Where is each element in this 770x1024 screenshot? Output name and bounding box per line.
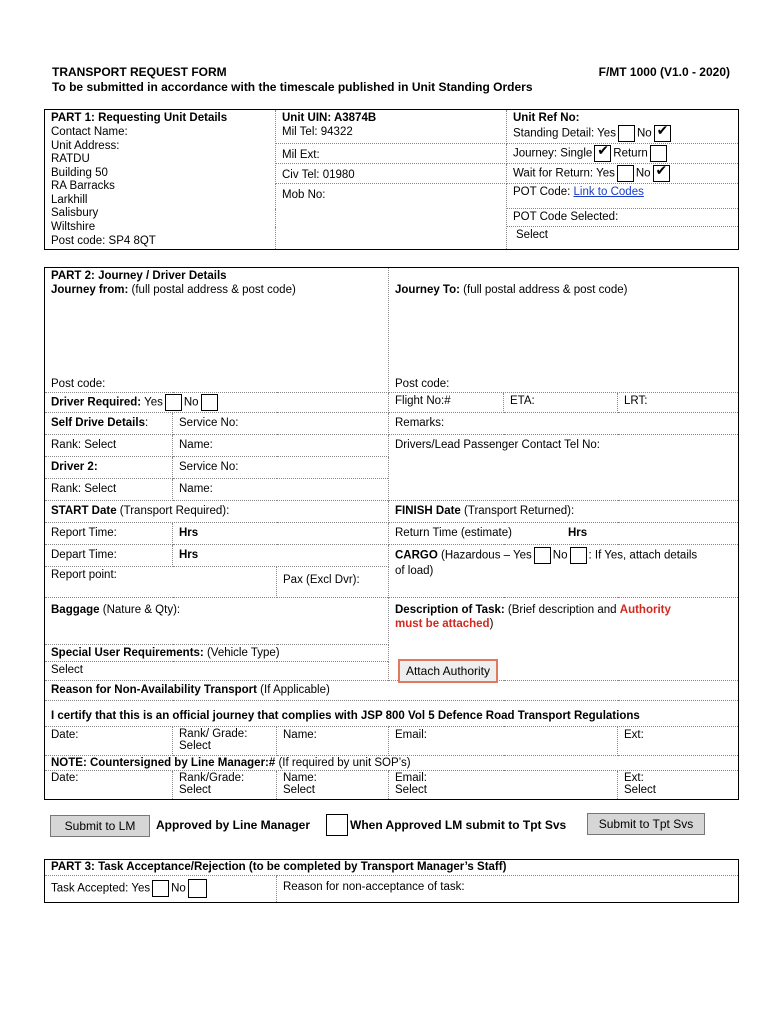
civ-tel-field[interactable]: Civ Tel: 01980: [282, 169, 355, 181]
journey-from-label: Journey from:: [51, 284, 129, 296]
finish-date-hint[interactable]: (Transport Returned):: [460, 505, 575, 517]
driver-required-no-checkbox[interactable]: [201, 394, 218, 411]
unit-address-label: Unit Address:: [51, 140, 120, 152]
self-drive-service-no[interactable]: Service No:: [173, 413, 389, 435]
return-label: Return: [613, 147, 648, 160]
return-time-label: Return Time (estimate): [395, 527, 512, 539]
unit-ref-field[interactable]: Unit Ref No:: [513, 112, 580, 124]
lm-rank-select[interactable]: Select: [179, 784, 211, 796]
mil-tel-field[interactable]: Mil Tel: 94322: [282, 126, 353, 138]
no-label: No: [635, 167, 651, 180]
form-code: F/MT 1000 (V1.0 - 2020): [598, 65, 730, 79]
lm-email-select[interactable]: Select: [395, 784, 427, 796]
driver2-name[interactable]: Name:: [173, 479, 389, 501]
lrt-field[interactable]: LRT:: [618, 393, 739, 413]
depart-time-label: Depart Time:: [45, 545, 173, 567]
lm-name-select[interactable]: Select: [283, 784, 315, 796]
baggage-hint[interactable]: (Nature & Qty):: [99, 604, 181, 616]
mil-ext-field[interactable]: Mil Ext:: [282, 149, 320, 161]
lm-ext-select[interactable]: Select: [624, 784, 656, 796]
finish-date-label: FINISH Date: [395, 505, 461, 517]
approved-by-lm-label: Approved by Line Manager: [156, 818, 311, 832]
wait-return-yes-checkbox[interactable]: [617, 165, 634, 182]
wait-return-no-checkbox[interactable]: [653, 165, 670, 182]
submit-to-tpt-svs-button[interactable]: Submit to Tpt Svs: [587, 813, 705, 835]
non-acceptance-reason-field[interactable]: Reason for non-acceptance of task:: [277, 876, 739, 903]
cargo-label: CARGO: [395, 549, 438, 562]
certify-statement: I certify that this is an official journey that complies with JSP 800 Vol 5 Defence Road Transport Regulations: [45, 701, 739, 727]
standing-detail-no-checkbox[interactable]: [654, 125, 671, 142]
eta-field[interactable]: ETA:: [504, 393, 618, 413]
contact-tel-field[interactable]: Drivers/Lead Passenger Contact Tel No:: [389, 435, 739, 501]
start-date-hint[interactable]: (Transport Required):: [116, 505, 230, 517]
part1-table: [44, 109, 739, 250]
address-line[interactable]: Wiltshire: [51, 220, 96, 233]
driver2-rank-select[interactable]: Rank: Select: [45, 479, 173, 501]
vehicle-type-select[interactable]: Select: [45, 662, 389, 681]
pot-code-label: POT Code:: [513, 186, 574, 198]
journey-to-input[interactable]: [395, 297, 732, 377]
journey-from-input[interactable]: [51, 297, 382, 377]
wait-return-label: Wait for Return: Yes: [513, 167, 615, 180]
address-line[interactable]: Larkhill: [51, 193, 88, 206]
reason-non-availability-label: Reason for Non-Availability Transport: [51, 684, 257, 696]
mob-no-field[interactable]: Mob No:: [282, 189, 326, 201]
approved-by-lm-checkbox[interactable]: [326, 814, 348, 836]
journey-single-checkbox[interactable]: [594, 145, 611, 162]
pot-code-select[interactable]: Select: [516, 229, 548, 241]
certify-email-field[interactable]: Email:: [389, 727, 618, 756]
flight-no-field[interactable]: Flight No:#: [389, 393, 504, 413]
cargo-hint: of load): [395, 565, 434, 577]
note-countersigned-label: NOTE: Countersigned by Line Manager:#: [51, 757, 276, 769]
report-time-hrs[interactable]: Hrs: [173, 523, 389, 545]
driver-required-yes-checkbox[interactable]: [165, 394, 182, 411]
address-line[interactable]: RA Barracks: [51, 180, 115, 192]
part1-title: PART 1: Requesting Unit Details: [51, 112, 228, 124]
submit-to-lm-button[interactable]: Submit to LM: [50, 815, 150, 837]
lm-ext-label: Ext:: [624, 772, 644, 784]
journey-to-postcode[interactable]: Post code:: [395, 378, 450, 390]
authority-label: Authority: [619, 604, 671, 616]
unit-details-cell: [45, 110, 276, 250]
baggage-label: Baggage: [51, 604, 100, 616]
no-label: No: [636, 127, 652, 140]
standing-detail-yes-checkbox[interactable]: [618, 125, 635, 142]
lm-date-field[interactable]: Date:: [45, 771, 173, 800]
task-accepted-label: Task Accepted: Yes: [51, 882, 151, 895]
cargo-hint: : If Yes, attach details: [588, 549, 698, 562]
certify-rank-select[interactable]: Select: [179, 740, 211, 752]
lm-rank-label: Rank/Grade:: [179, 772, 245, 784]
address-line[interactable]: Building 50: [51, 166, 108, 179]
special-requirements-label: Special User Requirements:: [51, 647, 204, 659]
part2-title: PART 2: Journey / Driver Details: [51, 270, 227, 282]
address-line[interactable]: RATDU: [51, 153, 90, 165]
note-countersigned-hint: (If required by unit SOP’s): [275, 757, 411, 769]
cargo-yes-checkbox[interactable]: [534, 547, 551, 564]
form-title: TRANSPORT REQUEST FORM: [52, 65, 227, 79]
report-point-field[interactable]: Report point:: [45, 567, 277, 598]
pot-code-selected-label: POT Code Selected:: [513, 211, 619, 223]
cargo-no-checkbox[interactable]: [570, 547, 587, 564]
standing-detail-label: Standing Detail: Yes: [513, 127, 616, 140]
self-drive-label: Self Drive Details: [51, 417, 145, 429]
task-accepted-yes-checkbox[interactable]: [152, 880, 169, 897]
certify-name-field[interactable]: Name:: [277, 727, 389, 756]
link-to-codes[interactable]: Link to Codes: [573, 186, 644, 198]
when-approved-label: When Approved LM submit to Tpt Svs: [350, 818, 567, 832]
address-line[interactable]: Salisbury: [51, 207, 99, 219]
description-label: Description of Task:: [395, 604, 505, 616]
driver-required-label: Driver Required:: [51, 396, 142, 409]
must-be-attached: must be attached: [395, 618, 490, 630]
description-hint: (Brief description and: [504, 604, 620, 616]
lm-email-label: Email:: [395, 772, 427, 784]
yes-label: Yes: [141, 396, 163, 409]
no-label: No: [171, 882, 186, 895]
colon: :: [144, 417, 149, 429]
form-subtitle: To be submitted in accordance with the timescale published in Unit Standing Orders: [52, 80, 533, 94]
task-accepted-no-checkbox[interactable]: [188, 879, 207, 898]
part3-title: PART 3: Task Acceptance/Rejection (to be completed by Transport Manager’s Staff): [45, 860, 739, 876]
journey-single-label: Journey: Single: [513, 147, 593, 160]
reason-non-availability-hint[interactable]: (If Applicable): [256, 684, 330, 696]
journey-to-hint: (full postal address & post code): [459, 284, 628, 296]
self-drive-rank-select[interactable]: Rank: Select: [45, 435, 173, 457]
depart-time-hrs[interactable]: Hrs: [173, 545, 389, 567]
return-time-hrs[interactable]: Hrs: [567, 527, 588, 539]
special-requirements-hint: (Vehicle Type): [203, 647, 280, 659]
certify-ext-field[interactable]: Ext:: [618, 727, 739, 756]
part2-table: [44, 267, 739, 800]
no-label: No: [183, 396, 199, 409]
certify-rank-label: Rank/ Grade:: [179, 728, 248, 740]
journey-from-hint: (full postal address & post code): [128, 284, 296, 296]
lm-name-label: Name:: [283, 772, 317, 784]
journey-to-label: Journey To:: [395, 284, 460, 296]
start-date-label: START Date: [51, 505, 117, 517]
pax-field[interactable]: Pax (Excl Dvr):: [277, 567, 389, 598]
unit-uin[interactable]: Unit UIN: A3874B: [282, 112, 377, 124]
certify-date-field[interactable]: Date:: [45, 727, 173, 756]
unit-post-code[interactable]: Post code: SP4 8QT: [51, 235, 156, 247]
part3-table: [44, 859, 739, 903]
cargo-hint: (Hazardous – Yes: [437, 549, 532, 562]
self-drive-name[interactable]: Name:: [173, 435, 389, 457]
journey-from-postcode[interactable]: Post code:: [51, 378, 106, 390]
driver2-service-no[interactable]: Service No:: [173, 457, 389, 479]
close-paren: ): [489, 618, 494, 630]
attach-authority-button[interactable]: Attach Authority: [398, 659, 498, 683]
driver2-label: Driver 2:: [45, 457, 173, 479]
remarks-field[interactable]: Remarks:: [389, 413, 739, 435]
journey-return-checkbox[interactable]: [650, 145, 667, 162]
contact-name-field[interactable]: Contact Name:: [51, 126, 128, 138]
report-time-label: Report Time:: [45, 523, 173, 545]
no-label: No: [552, 549, 568, 562]
